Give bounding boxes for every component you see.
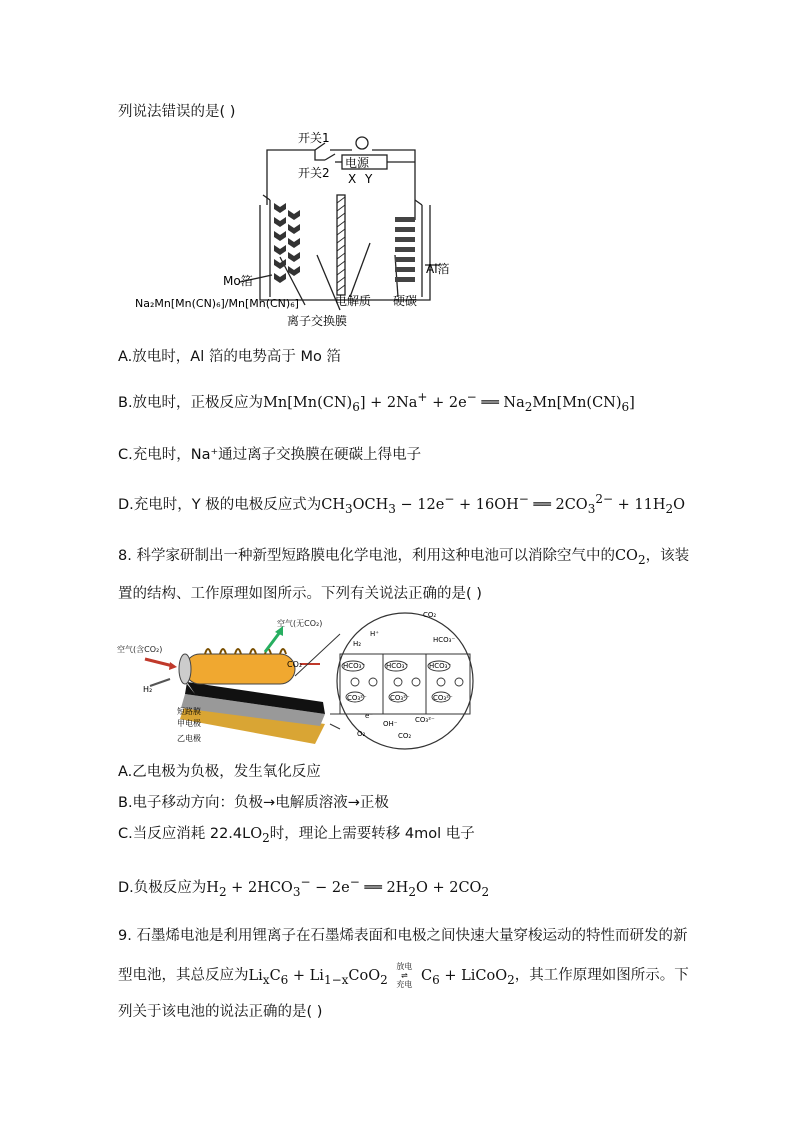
- option-8c: C.当反应消耗 $22.4LO_2$时，理论上需要转移 4mol 电子: [118, 826, 475, 845]
- hard-carbon-label: 硬碳: [393, 294, 418, 308]
- co3-label-3: CO₃²⁻: [433, 694, 453, 702]
- short-membrane-label: 短路膜: [177, 707, 201, 716]
- question-8-stem-line2: 置的结构、工作原理如图所示。下列有关说法正确的是( ): [118, 586, 482, 602]
- reaction-arrows: 放电 ⇌ 充电: [396, 962, 413, 989]
- h2-label: H₂: [143, 685, 153, 694]
- al-foil-label: Al箔: [426, 262, 450, 276]
- option-7d-equation: $CH_3OCH_3 - 12e^- + 16OH^-$ ══ $2CO_3^{2-} + 11H_2O$: [321, 492, 686, 516]
- power-label: 电源: [345, 156, 370, 170]
- co3-label-1: CO₃²⁻: [347, 694, 367, 702]
- membrane-cell-diagram: [115, 604, 485, 754]
- question-8-stem-line1: 8. 科学家研制出一种新型短路膜电化学电池，利用这种电池可以消除空气中的$CO_2$，该装: [118, 548, 690, 567]
- option-7d: [118, 492, 685, 516]
- h2-detail-label: H₂: [353, 640, 362, 648]
- electrolyte-label: 电解质: [335, 294, 372, 308]
- o2-label: O₂: [357, 730, 366, 738]
- option-7b-prefix: B.放电时，正极反应为: [118, 394, 264, 411]
- mo-foil-label: Mo箔: [223, 274, 253, 288]
- option-7a: A.放电时，Al 箔的电势高于 Mo 箔: [118, 349, 341, 365]
- option-8b: B.电子移动方向：负极→电解质溶液→正极: [118, 795, 389, 811]
- option-8d: [118, 875, 489, 899]
- air-in-label: 空气(含CO₂): [117, 645, 163, 654]
- co2-bottom-label: CO₂: [398, 732, 412, 740]
- switch2-label: 开关2: [298, 166, 330, 180]
- question-9-stem-line1: 9. 石墨烯电池是利用锂离子在石墨烯表面和电极之间快速大量穿梭运动的特性而研发的新: [118, 928, 688, 944]
- cathode-material-label: Na₂Mn[Mn(CN)₆]/Mn[Mn(CN)₆]: [135, 297, 299, 310]
- oh-label: OH⁻: [383, 720, 398, 728]
- question-9-stem-line2: 型电池，其总反应为$Li_xC_6 + Li_{1-x}CoO_2$ 放电 ⇌ 充电 $C_6$ + LiCoO$_2$，其工作原理如图所示。下: [118, 962, 689, 989]
- co2-label: CO₂: [287, 660, 303, 669]
- option-7c: C.充电时，Na⁺通过离子交换膜在硬碳上得电子: [118, 447, 422, 463]
- y-terminal-label: Y: [365, 172, 373, 186]
- option-8c-prefix: C.当反应消耗 22.4L: [118, 826, 251, 842]
- electrode-yi-label: 乙电极: [177, 734, 201, 743]
- battery-diagram: [130, 125, 500, 335]
- question-stem-fragment: 列说法错误的是( ): [118, 104, 236, 120]
- option-8d-equation: $H_2 + 2HCO_3^- - 2e^-$ ══ $2H_2O + 2CO_2$: [206, 875, 490, 899]
- co3-label-2: CO₃²⁻: [390, 694, 410, 702]
- option-8d-prefix: D.负极反应为: [118, 879, 207, 896]
- electrode-jia-label: 甲电极: [177, 719, 201, 728]
- switch1-label: 开关1: [298, 131, 330, 145]
- option-7b-equation: $Mn[Mn(CN)_6] + 2Na^+ + 2e^-$ ══ $Na_2Mn[Mn(CN)_6]$: [263, 390, 635, 414]
- hco3-label-2: HCO₃⁻: [386, 662, 409, 670]
- option-7d-prefix: D.充电时，Y 极的电极反应式为: [118, 496, 322, 513]
- option-7b: [118, 390, 635, 414]
- e-label: e⁻: [365, 712, 374, 720]
- hco3-top-label: HCO₃⁻: [433, 636, 456, 644]
- question-9-reaction: $Li_xC_6 + Li_{1-x}CoO_2$: [248, 967, 388, 987]
- hco3-label-3: HCO₃⁻: [429, 662, 452, 670]
- option-8a: A.乙电极为负极，发生氧化反应: [118, 764, 321, 780]
- question-9-stem-line3: 列关于该电池的说法正确的是( ): [118, 1004, 323, 1020]
- hco3-label-1: HCO₃⁻: [343, 662, 366, 670]
- co3-bottom-label: CO₃²⁻: [415, 716, 435, 724]
- air-out-label: 空气(无CO₂): [277, 619, 323, 628]
- option-8c-suffix: 时，理论上需要转移 4mol 电子: [269, 826, 475, 842]
- hplus-label: H⁺: [370, 630, 379, 638]
- membrane-label: 离子交换膜: [287, 314, 348, 328]
- co2-top-label: CO₂: [423, 611, 437, 619]
- x-terminal-label: X: [348, 172, 357, 186]
